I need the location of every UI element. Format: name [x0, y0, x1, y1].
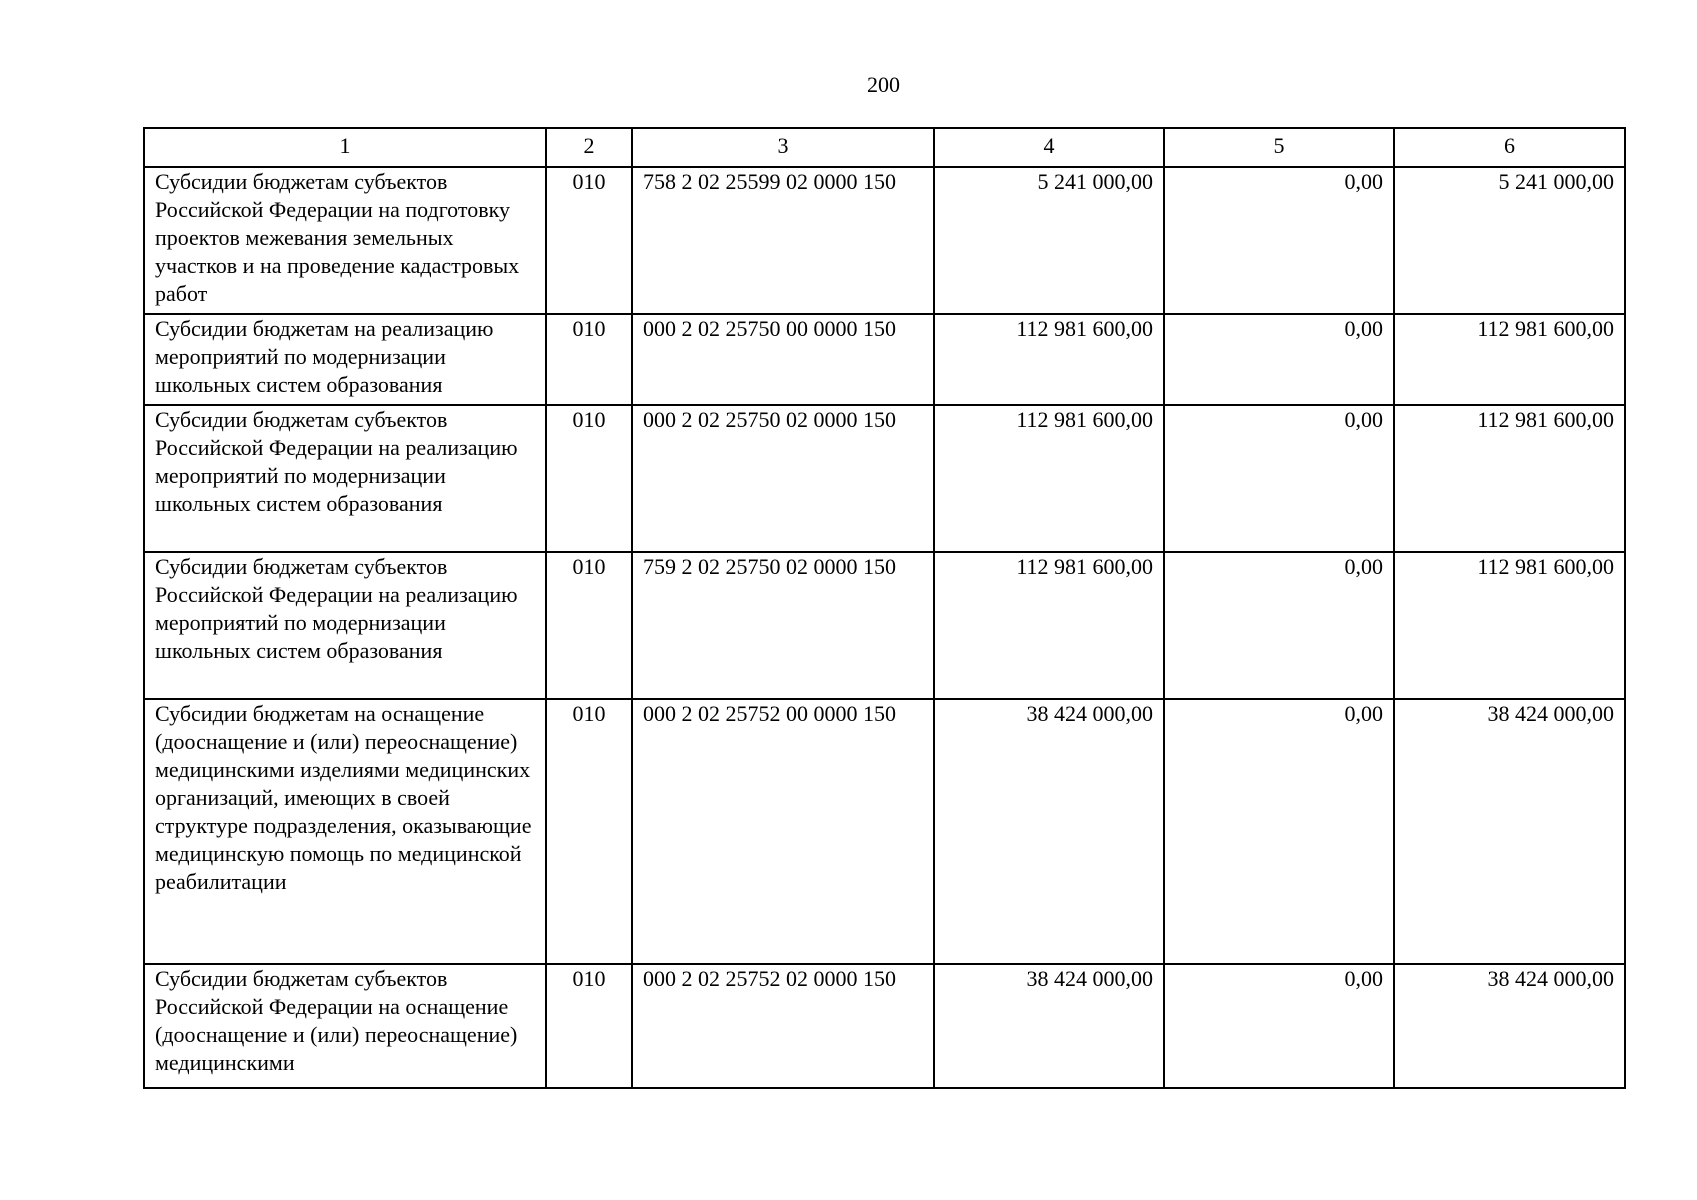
row-budget-code-cell: 758 2 02 25599 02 0000 150 — [632, 167, 934, 314]
header-col-1: 1 — [144, 128, 546, 167]
row-line-code-cell: 010 — [546, 314, 632, 405]
row-col5-amount-cell: 0,00 — [1164, 699, 1394, 964]
row-line-code-cell: 010 — [546, 964, 632, 1088]
header-col-6: 6 — [1394, 128, 1625, 167]
row-col6-amount-cell: 38 424 000,00 — [1394, 964, 1625, 1088]
row-col4-amount-cell: 5 241 000,00 — [934, 167, 1164, 314]
row-col6-amount-cell: 5 241 000,00 — [1394, 167, 1625, 314]
row-name-cell: Субсидии бюджетам субъектов Российской Федерации на оснащение (дооснащение и (или) переоснащение) медицинскими — [144, 964, 546, 1088]
table-header-row — [144, 128, 1625, 167]
table-row — [144, 552, 1625, 699]
row-name-cell: Субсидии бюджетам субъектов Российской Федерации на реализацию мероприятий по модернизации школьных систем образования — [144, 405, 546, 552]
table-row — [144, 314, 1625, 405]
row-name-cell: Субсидии бюджетам субъектов Российской Федерации на реализацию мероприятий по модернизации школьных систем образования — [144, 552, 546, 699]
row-col5-amount-cell: 0,00 — [1164, 314, 1394, 405]
row-budget-code-cell: 000 2 02 25752 00 0000 150 — [632, 699, 934, 964]
row-line-code-cell: 010 — [546, 405, 632, 552]
row-budget-code-cell: 000 2 02 25750 00 0000 150 — [632, 314, 934, 405]
row-col5-amount-cell: 0,00 — [1164, 167, 1394, 314]
row-col6-amount-cell: 38 424 000,00 — [1394, 699, 1625, 964]
table-row — [144, 167, 1625, 314]
row-name-cell: Субсидии бюджетам на оснащение (дооснащение и (или) переоснащение) медицинскими изделиями медицинских организаций, имеющих в своей структуре подразделения, оказывающие медицинскую помощь по медицинской реабилитации — [144, 699, 546, 964]
header-col-5: 5 — [1164, 128, 1394, 167]
row-budget-code-cell: 000 2 02 25750 02 0000 150 — [632, 405, 934, 552]
table-row — [144, 405, 1625, 552]
header-col-3: 3 — [632, 128, 934, 167]
row-col4-amount-cell: 112 981 600,00 — [934, 552, 1164, 699]
row-line-code-cell: 010 — [546, 167, 632, 314]
row-col4-amount-cell: 112 981 600,00 — [934, 314, 1164, 405]
header-col-2: 2 — [546, 128, 632, 167]
row-line-code-cell: 010 — [546, 699, 632, 964]
row-col4-amount-cell: 38 424 000,00 — [934, 964, 1164, 1088]
table-row — [144, 964, 1625, 1088]
row-budget-code-cell: 000 2 02 25752 02 0000 150 — [632, 964, 934, 1088]
row-col4-amount-cell: 38 424 000,00 — [934, 699, 1164, 964]
row-col5-amount-cell: 0,00 — [1164, 405, 1394, 552]
row-line-code-cell: 010 — [546, 552, 632, 699]
row-name-cell: Субсидии бюджетам на реализацию мероприятий по модернизации школьных систем образования — [144, 314, 546, 405]
header-col-4: 4 — [934, 128, 1164, 167]
row-col6-amount-cell: 112 981 600,00 — [1394, 552, 1625, 699]
page-number: 200 — [867, 72, 900, 97]
row-col5-amount-cell: 0,00 — [1164, 964, 1394, 1088]
revenue-table — [143, 127, 1626, 1089]
row-col6-amount-cell: 112 981 600,00 — [1394, 405, 1625, 552]
row-name-cell: Субсидии бюджетам субъектов Российской Федерации на подготовку проектов межевания земельных участков и на проведение кадастровых работ — [144, 167, 546, 314]
table-row — [144, 699, 1625, 964]
row-col5-amount-cell: 0,00 — [1164, 552, 1394, 699]
row-col6-amount-cell: 112 981 600,00 — [1394, 314, 1625, 405]
row-budget-code-cell: 759 2 02 25750 02 0000 150 — [632, 552, 934, 699]
row-col4-amount-cell: 112 981 600,00 — [934, 405, 1164, 552]
